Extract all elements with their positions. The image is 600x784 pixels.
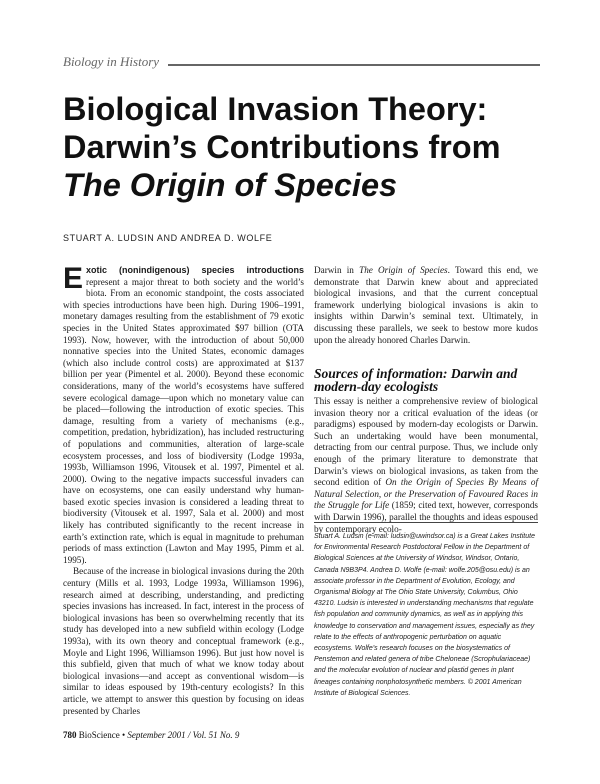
section-rule <box>168 64 540 66</box>
right-paragraph-2 <box>314 396 538 535</box>
right-column-body <box>314 396 538 535</box>
paragraph-1-text: represent a major threat to both society and the world’s biota. From an economic standpoint, the costs associated with species introductions have been high. During 1906–1991, monetary damages resulting from the establishment of 79 exotic species in the United States approximated $97 billion (OTA 1993). Now, however, with the introduction of about 50,000 nonnative species into the United States, economic damages (which also include control costs) are approximated at $137 billion per year (Pimentel et al. 2000). Beyond these economic considerations, many of the world’s ecosystems have suffered severe ecological damage—upon which no monetary value can be placed—following the introduction of exotic species. This damage, resulting from a variety of mechanisms (e.g., competition, predation, hybridization), has included restructuring of populations and communities, alteration of large-scale ecosystem processes, and loss of biodiversity (Lodge 1993a, 1993b, Williamson 1996, Vitousek et al. 1997, Pimentel et al. 2000). Owing to the negative impacts successful invaders can have on ecosystems, one can easily understand why human-based exotic species invasion is considered a leading threat to biodiversity (Vitousek et al. 1997, Sala et al. 2000) and most likely has contributed significantly to the recent increase in earth’s extinction rate, which is equal in magnitude to prehuman periods of mass extinction (Lawton and May 1995, Pimm et al. 1995). <box>63 276 304 565</box>
left-column <box>63 262 304 717</box>
book-title: The Origin of Species <box>359 265 448 275</box>
footnote-rule <box>314 522 538 523</box>
page-number: 780 <box>63 730 77 740</box>
author-footnote: Stuart A. Ludsin (e-mail: ludsin@uwindsor.ca) is a Great Lakes Institute for Environmental Research Postdoctoral Fellow in the Department of Biological Sciences at the University of Windsor, Windsor, Ontario, Canada N9B3P4. Andrea D. Wolfe (e-mail: wolfe.205@osu.edu) is an associate professor in the Department of Evolution, Ecology, and Organismal Biology at The Ohio State University, Columbus, Ohio 43210. Ludsin is interested in understanding mechanisms that regulate fish population and community dynamics, as well as in applying this knowledge to conservation and management issues, especially as they relate to the effects of anthropogenic perturbation on aquatic ecosystems. Wolfe’s research focuses on the biosystematics of Penstemon and related genera of tribe Cheloneae (Scrophulariaceae) and the molecular evolution of nuclear and plastid genes in plant lineages containing nonphotosynthetic members. © 2001 American Institute of Biological Sciences. <box>314 533 535 697</box>
article-title <box>63 90 543 204</box>
section-label: Biology in History <box>63 54 160 69</box>
section-heading <box>314 367 538 393</box>
right-column-top <box>314 265 538 346</box>
drop-cap: E <box>63 262 84 295</box>
text-run: . Toward this end, we demonstrate that Darwin knew about and appreciated biological invasions, and that the current conceptual framework underlying biological invasions is akin to insights within Darwin’s seminal text. Ultimately, in discussing these parallels, we seek to bestow more kudos upon the already honored Charles Darwin. <box>314 265 538 345</box>
paragraph-2: Because of the increase in biological invasions during the 20th century (Mills et al. 1993, Lodge 1993a, Williamson 1996), research aimed at describing, understanding, and predicting species invasions has increased. In fact, interest in the process of biological invasions has been so overwhelming recently that its study has developed into a new subfield within ecology (Lodge 1993a), with its own theory and conceptual framework (e.g., Moyle and Light 1996, Williamson 1996). But just how novel is this subfield, given that much of what we know today about biological invasions—and accept as conventional wisdom—is similar to ideas espoused by 19th-century ecologists? In this article, we attempt to answer this question by focusing on ideas presented by Charles <box>63 566 304 716</box>
section-heading-line-2: modern-day ecologists <box>314 379 439 394</box>
authors: STUART A. LUDSIN AND ANDREA D. WOLFE <box>63 233 273 243</box>
text-run: This essay is neither a comprehensive review of biological invasion theory nor a critical evaluation of the ideas (or paradigms) espoused by modern-day ecologists or Darwin. Such an undertaking would have been monumental, detracting from our central purpose. Thus, we include only enough of the primary literature to demonstrate that Darwin’s views on biological invasions, as taken from the second edition of <box>314 396 538 488</box>
book-title: On the Origin of Species By Means of Natural Selection, or the Preservation of Favoured Races in the Struggle for Life <box>314 477 539 511</box>
journal-name: BioScience <box>78 730 120 740</box>
page-footer <box>63 730 239 740</box>
footer-separator: • <box>122 730 126 740</box>
lead-in: xotic (nonindigenous) species introductions <box>86 265 304 275</box>
issue-info: September 2001 / Vol. 51 No. 9 <box>127 730 240 740</box>
section-heading-line-1: Sources of information: Darwin and <box>314 366 518 381</box>
text-run: (1859; cited text, however, corresponds with Darwin 1996), parallel the thoughts and ideas espoused by contemporary ecolo- <box>314 500 538 534</box>
title-line-1: Biological Invasion Theory: <box>63 91 488 127</box>
title-line-3: The Origin of Species <box>63 167 398 203</box>
title-line-2: Darwin’s Contributions from <box>63 129 501 165</box>
text-run: Darwin in <box>314 265 360 275</box>
paragraph-1 <box>63 262 304 566</box>
right-paragraph-1 <box>314 265 538 346</box>
